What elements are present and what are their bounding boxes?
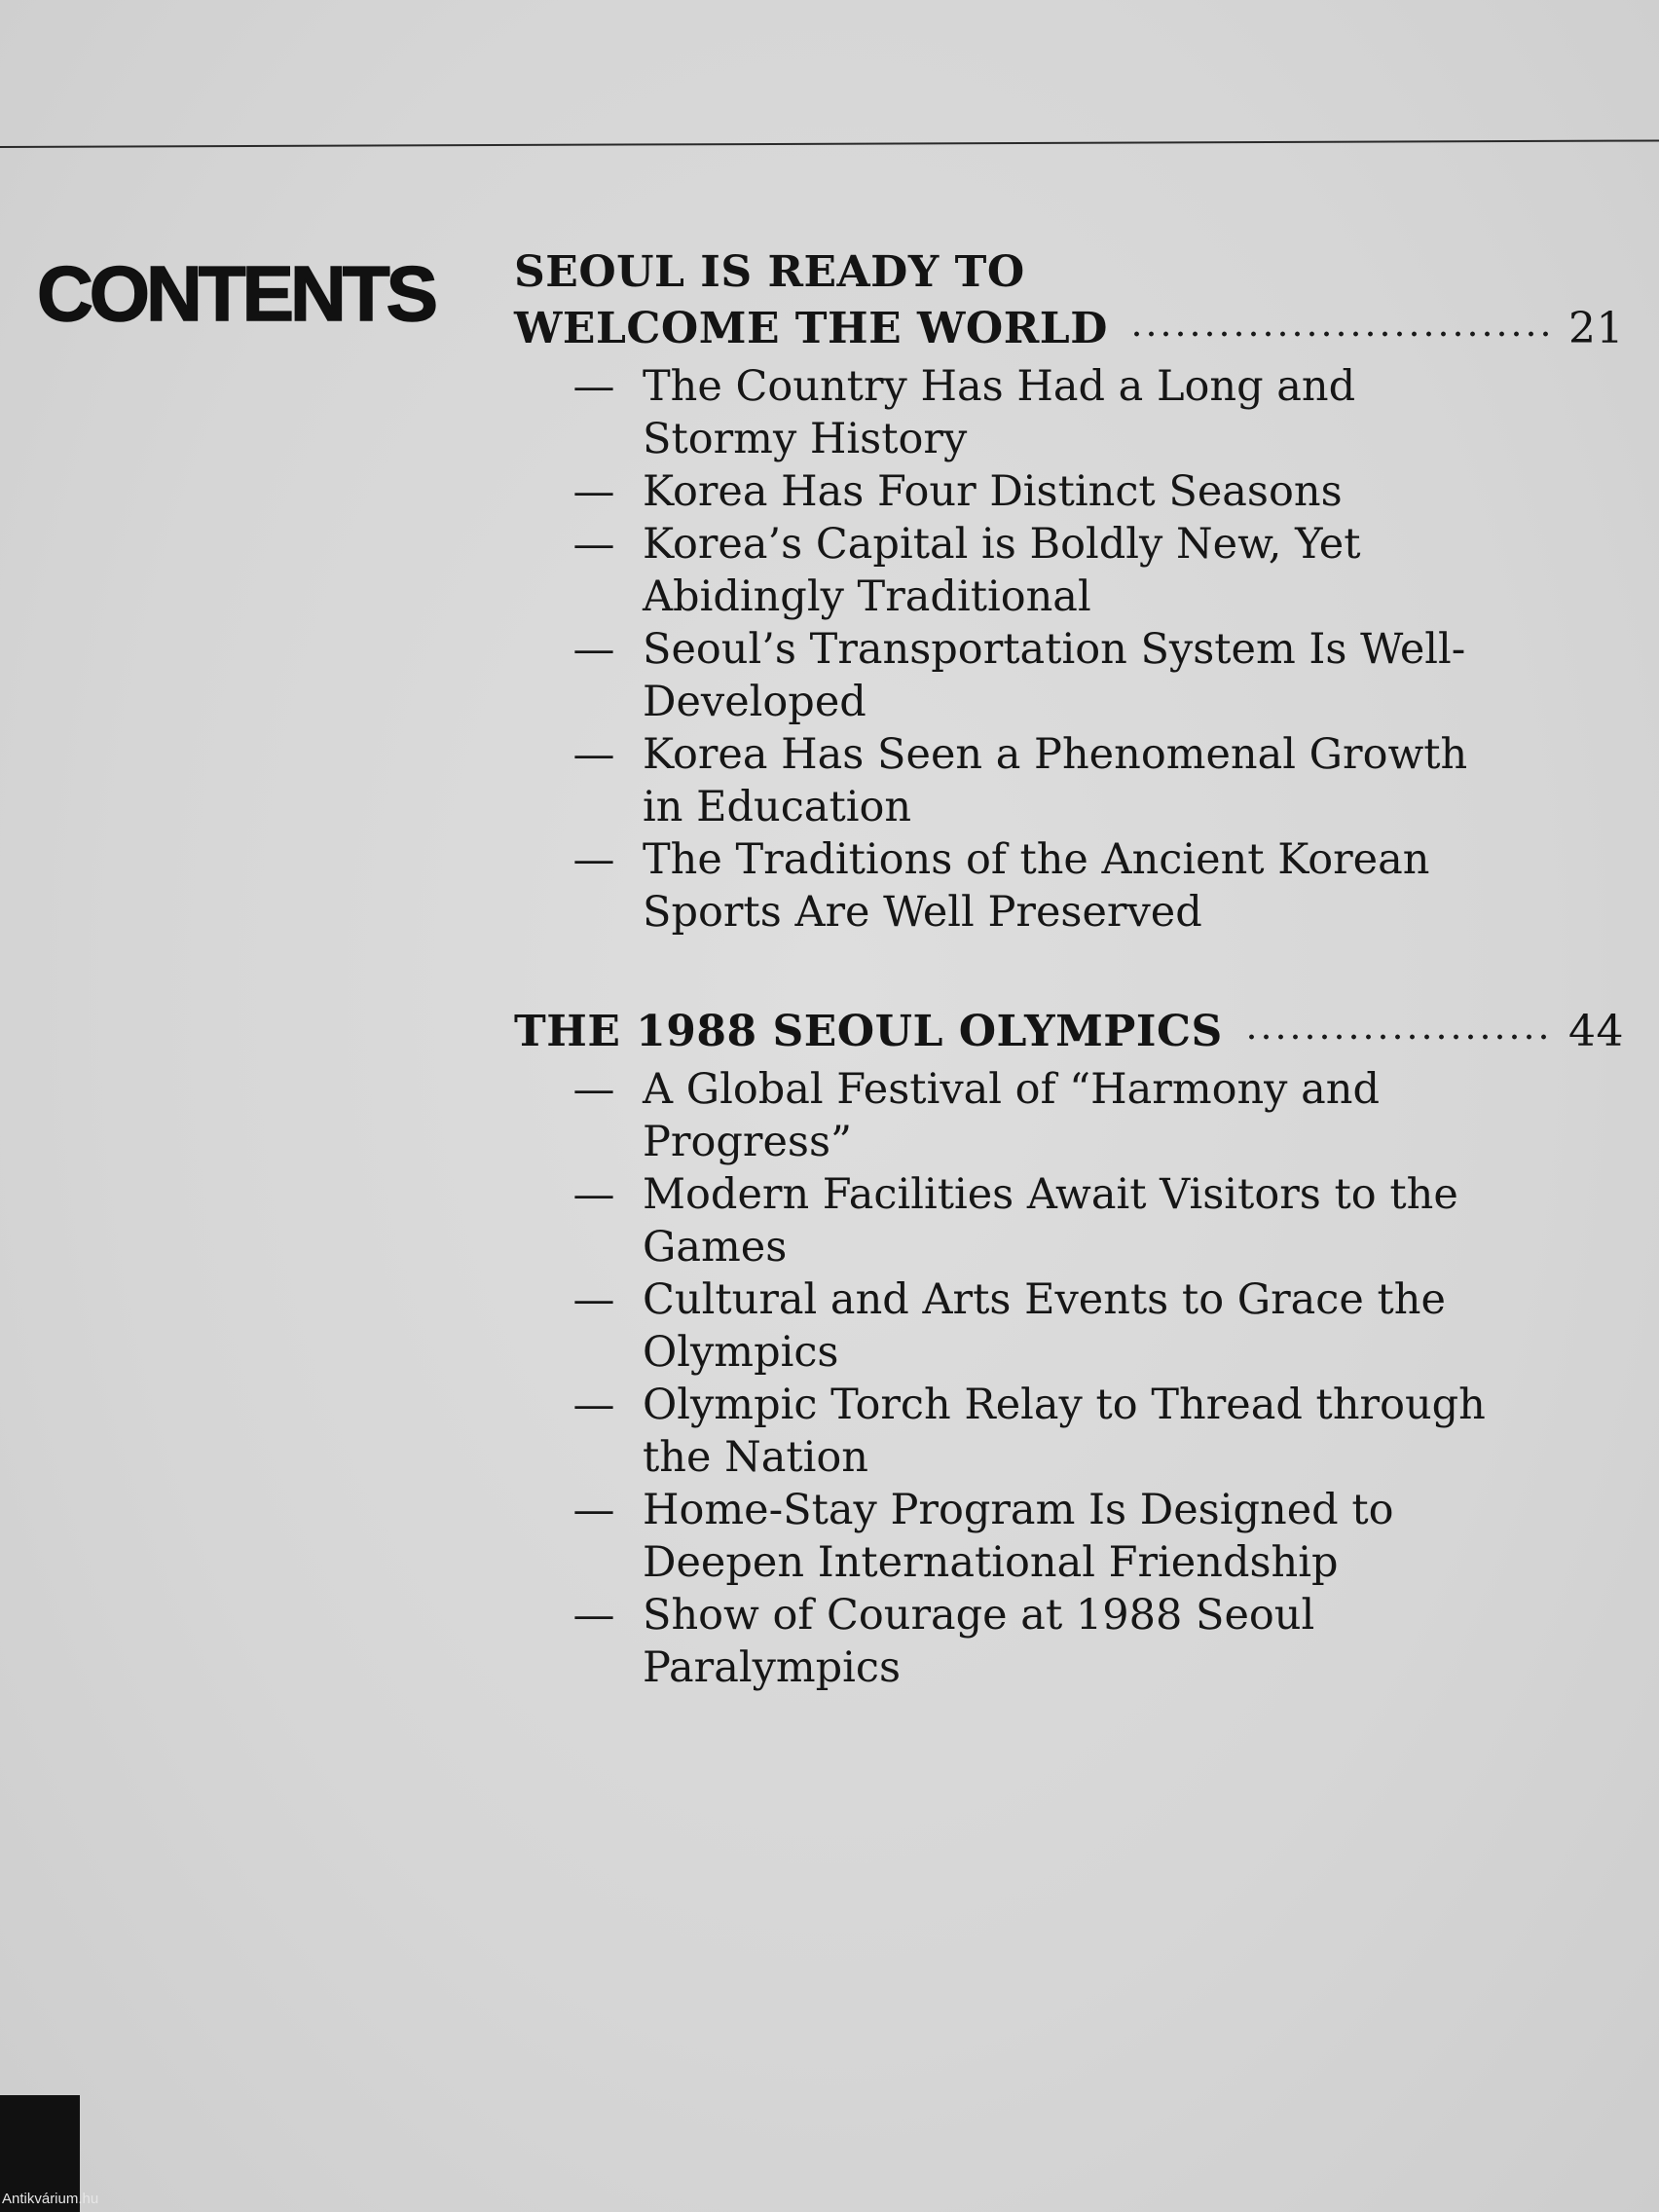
em-dash: — [572,1170,615,1219]
section-heading[interactable] [514,1003,1624,1059]
toc-item[interactable] [514,360,1519,465]
em-dash: — [572,835,615,884]
toc-section-seoul-olympics [514,1003,1624,1694]
toc-item-label: Show of Courage at 1988 Seoul Paralympics [643,1591,1315,1692]
toc-item[interactable] [514,1168,1519,1273]
section-title-line-2: WELCOME THE WORLD [514,304,1108,353]
page-number: 44 [1568,1007,1624,1056]
section-title-row [514,1003,1624,1059]
toc-item-label: A Global Festival of “Harmony and Progress” [643,1065,1380,1166]
watermark: Antikvárium.hu [2,2191,99,2207]
toc-item-label: Korea Has Seen a Phenomenal Growth in Education [643,730,1468,831]
section-title-row [514,300,1624,356]
page-number: 21 [1568,304,1624,353]
toc-item[interactable] [514,518,1519,623]
em-dash: — [572,520,615,569]
em-dash: — [572,1486,615,1534]
em-dash: — [572,730,615,779]
toc-items [514,1063,1624,1694]
contents-heading: CONTENTS [37,250,434,337]
toc-item[interactable] [514,1063,1519,1168]
toc-item-label: Seoul’s Transportation System Is Well-Developed [643,625,1466,726]
em-dash: — [572,1591,615,1640]
toc-item[interactable] [514,728,1519,833]
toc-item[interactable] [514,465,1519,518]
toc-section-seoul-ready [514,245,1624,939]
toc-item[interactable] [514,1484,1519,1589]
toc-items [514,360,1624,939]
toc-item-label: The Country Has Had a Long and Stormy History [643,362,1356,463]
top-rule [0,139,1659,148]
section-title: THE 1988 SEOUL OLYMPICS [514,1007,1223,1056]
toc-item-label: The Traditions of the Ancient Korean Sports Are Well Preserved [643,835,1430,937]
em-dash: — [572,1065,615,1114]
em-dash: — [572,467,615,516]
toc-item[interactable] [514,833,1519,939]
em-dash: — [572,625,615,674]
toc-item[interactable] [514,1589,1519,1694]
dot-leader [1244,1003,1551,1046]
toc-item-label: Korea Has Four Distinct Seasons [643,467,1343,516]
dot-leader [1129,300,1551,343]
toc-item-label: Modern Facilities Await Visitors to the Games [643,1170,1458,1272]
toc-item-label: Olympic Torch Relay to Thread through the Nation [643,1381,1486,1482]
toc-item-label: Home-Stay Program Is Designed to Deepen International Friendship [643,1486,1394,1587]
em-dash: — [572,362,615,411]
toc-item[interactable] [514,1379,1519,1484]
toc-item-label: Cultural and Arts Events to Grace the Olympics [643,1275,1446,1377]
toc-item[interactable] [514,623,1519,728]
em-dash: — [572,1381,615,1429]
section-heading[interactable] [514,245,1624,356]
em-dash: — [572,1275,615,1324]
toc-item-label: Korea’s Capital is Boldly New, Yet Abidingly Traditional [643,520,1361,621]
toc-item[interactable] [514,1273,1519,1379]
section-title-line-1: SEOUL IS READY TO [514,247,1025,297]
